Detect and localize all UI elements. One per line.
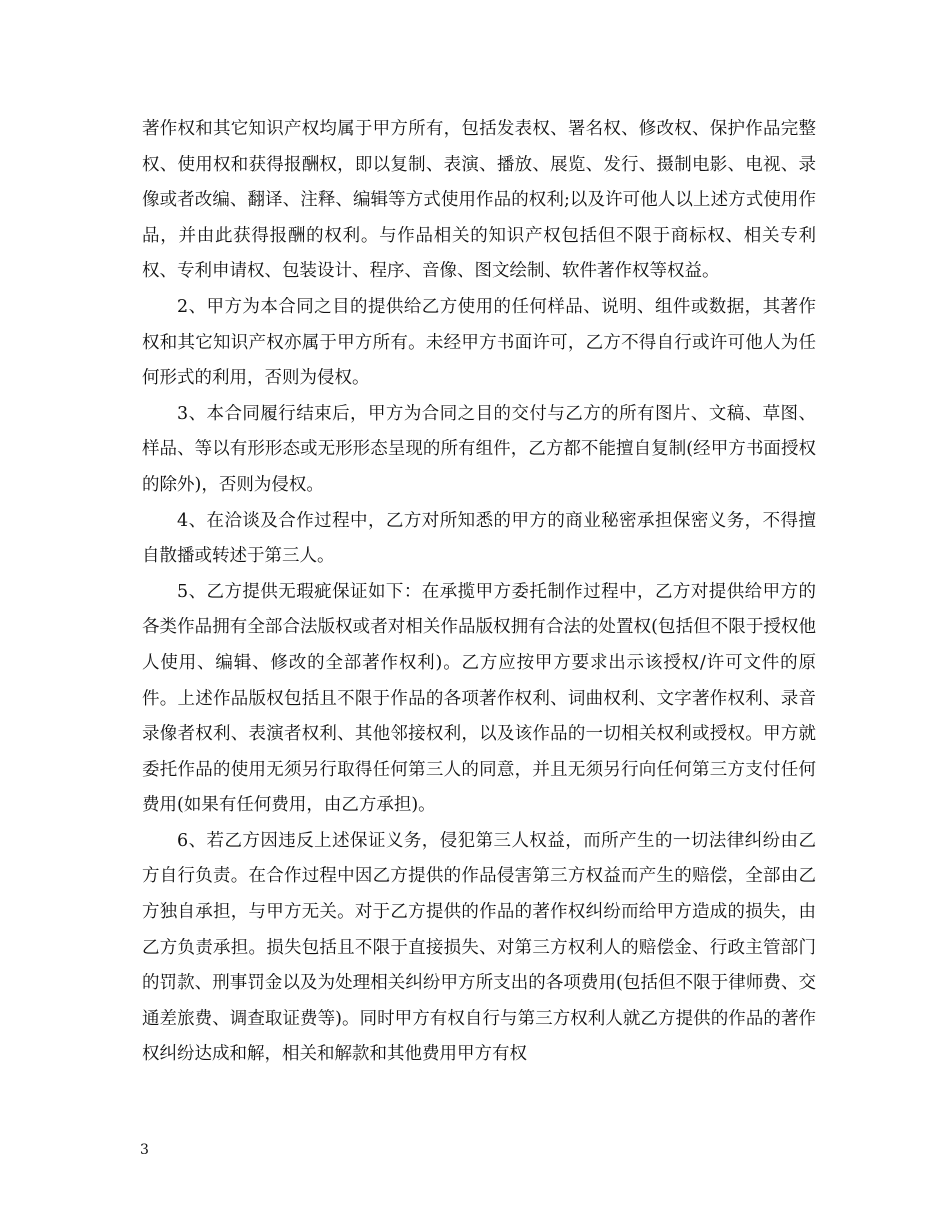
page-number: 3 (140, 1142, 149, 1158)
paragraph-clause-2: 2、甲方为本合同之目的提供给乙方使用的任何样品、说明、组件或数据，其著作权和其它知识产权亦属于甲方所有。未经甲方书面许可，乙方不得自行或许可他人为任何形式的利用，否则为侵权。 (142, 296, 816, 389)
paragraph-clause-5: 5、乙方提供无瑕疵保证如下：在承揽甲方委托制作过程中，乙方对提供给甲方的各类作品拥有全部合法版权或者对相关作品版权拥有合法的处置权(包括但不限于授权他人使用、编辑、修改的全部著作权利)。乙方应按甲方要求出示该授权/许可文件的原件。上述作品版权包括且不限于作品的各项著作权利、词曲权利、文字著作权利、录音录像者权利、表演者权利、其他邻接权利，以及该作品的一切相关权利或授权。甲方就委托作品的使用无须另行取得任何第三人的同意，并且无须另行向任何第三方支付任何费用(如果有任何费用，由乙方承担)。 (142, 581, 816, 816)
document-body (142, 112, 816, 1073)
paragraph-clause-6: 6、若乙方因违反上述保证义务，侵犯第三人权益，而所产生的一切法律纠纷由乙方自行负责。在合作过程中因乙方提供的作品侵害第三方权益而产生的赔偿，全部由乙方独自承担，与甲方无关。对于乙方提供的作品的著作权纠纷而给甲方造成的损失，由乙方负责承担。损失包括且不限于直接损失、对第三方权利人的赔偿金、行政主管部门的罚款、刑事罚金以及为处理相关纠纷甲方所支出的各项费用(包括但不限于律师费、交通差旅费、调查取证费等)。同时甲方有权自行与第三方权利人就乙方提供的作品的著作权纠纷达成和解，相关和解款和其他费用甲方有权 (142, 830, 816, 1065)
paragraph-continuation: 著作权和其它知识产权均属于甲方所有，包括发表权、署名权、修改权、保护作品完整权、使用权和获得报酬权，即以复制、表演、播放、展览、发行、摄制电影、电视、录像或者改编、翻译、注释、编辑等方式使用作品的权利;以及许可他人以上述方式使用作品，并由此获得报酬的权利。与作品相关的知识产权包括但不限于商标权、相关专利权、专利申请权、包装设计、程序、音像、图文绘制、软件著作权等权益。 (142, 119, 816, 282)
paragraph-clause-3: 3、本合同履行结束后，甲方为合同之目的交付与乙方的所有图片、文稿、草图、样品、等以有形形态或无形形态呈现的所有组件，乙方都不能擅自复制(经甲方书面授权的除外)，否则为侵权。 (142, 403, 816, 495)
paragraph-clause-4: 4、在洽谈及合作过程中，乙方对所知悉的甲方的商业秘密承担保密义务，不得擅自散播或转述于第三人。 (142, 510, 816, 567)
